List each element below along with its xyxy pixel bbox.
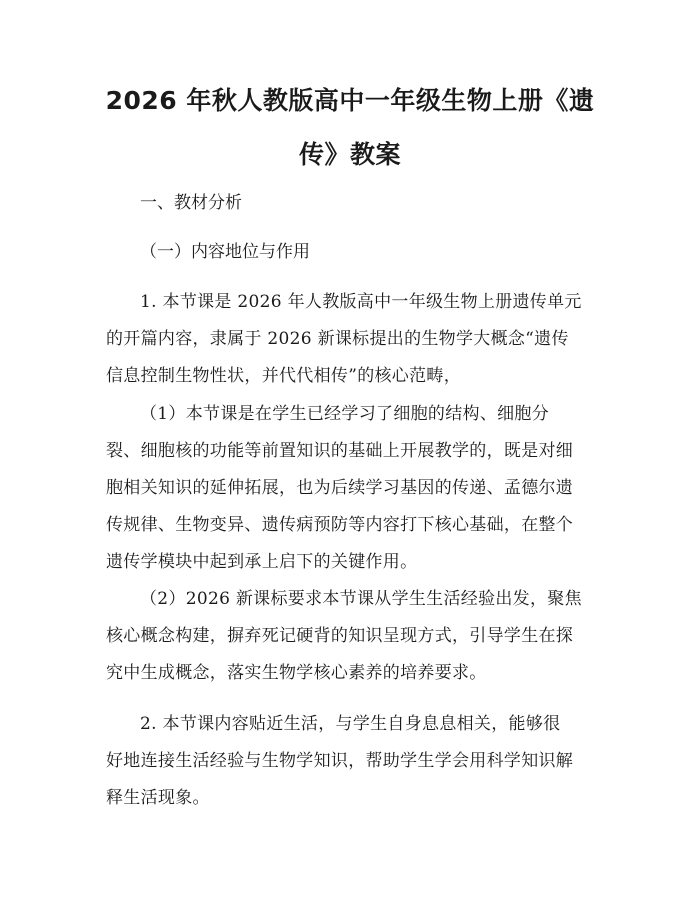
paragraph-line: 的开篇内容，隶属于 2026 新课标提出的生物学大概念“遗传 xyxy=(106,329,569,349)
paragraph-line: （1）本节课是在学生已经学习了细胞的结构、细胞分 xyxy=(140,404,550,424)
paragraph-line: 1. 本节课是 2026 年人教版高中一年级生物上册遗传单元 xyxy=(140,292,582,312)
section-heading: 一、教材分析 xyxy=(140,193,242,213)
paragraph-1 xyxy=(106,284,596,395)
document-title xyxy=(70,74,630,182)
title-line-1: 2026 年秋人教版高中一年级生物上册《遗 xyxy=(105,86,595,115)
paragraph-line: 传规律、生物变异、遗传病预防等内容打下核心基础，在整个 xyxy=(106,515,574,535)
paragraph-line: 遗传学模块中起到承上启下的关键作用。 xyxy=(106,552,418,572)
paragraph-4 xyxy=(106,706,596,817)
paragraph-line: （2）2026 新课标要求本节课从学生生活经验出发，聚焦 xyxy=(140,589,582,609)
paragraph-line: 好地连接生活经验与生物学知识，帮助学生学会用科学知识解 xyxy=(106,751,574,771)
paragraph-line: 胞相关知识的延伸拓展，也为后续学习基因的传递、孟德尔遗 xyxy=(106,478,574,498)
paragraph-line: 2. 本节课内容贴近生活，与学生自身息息相关，能够很 xyxy=(140,714,561,734)
paragraph-line: 信息控制生物性状，并代代相传”的核心范畴， xyxy=(106,366,461,386)
paragraph-2 xyxy=(106,396,596,581)
paragraph-line: 释生活现象。 xyxy=(106,788,210,808)
paragraph-3 xyxy=(106,581,596,692)
title-line-2: 传》教案 xyxy=(298,140,401,169)
subsection-heading: （一）内容地位与作用 xyxy=(140,242,310,262)
paragraph-line: 裂、细胞核的功能等前置知识的基础上开展教学的，既是对细 xyxy=(106,441,574,461)
paragraph-line: 究中生成概念，落实生物学核心素养的培养要求。 xyxy=(106,663,487,683)
paragraph-line: 核心概念构建，摒弃死记硬背的知识呈现方式，引导学生在探 xyxy=(106,626,574,646)
